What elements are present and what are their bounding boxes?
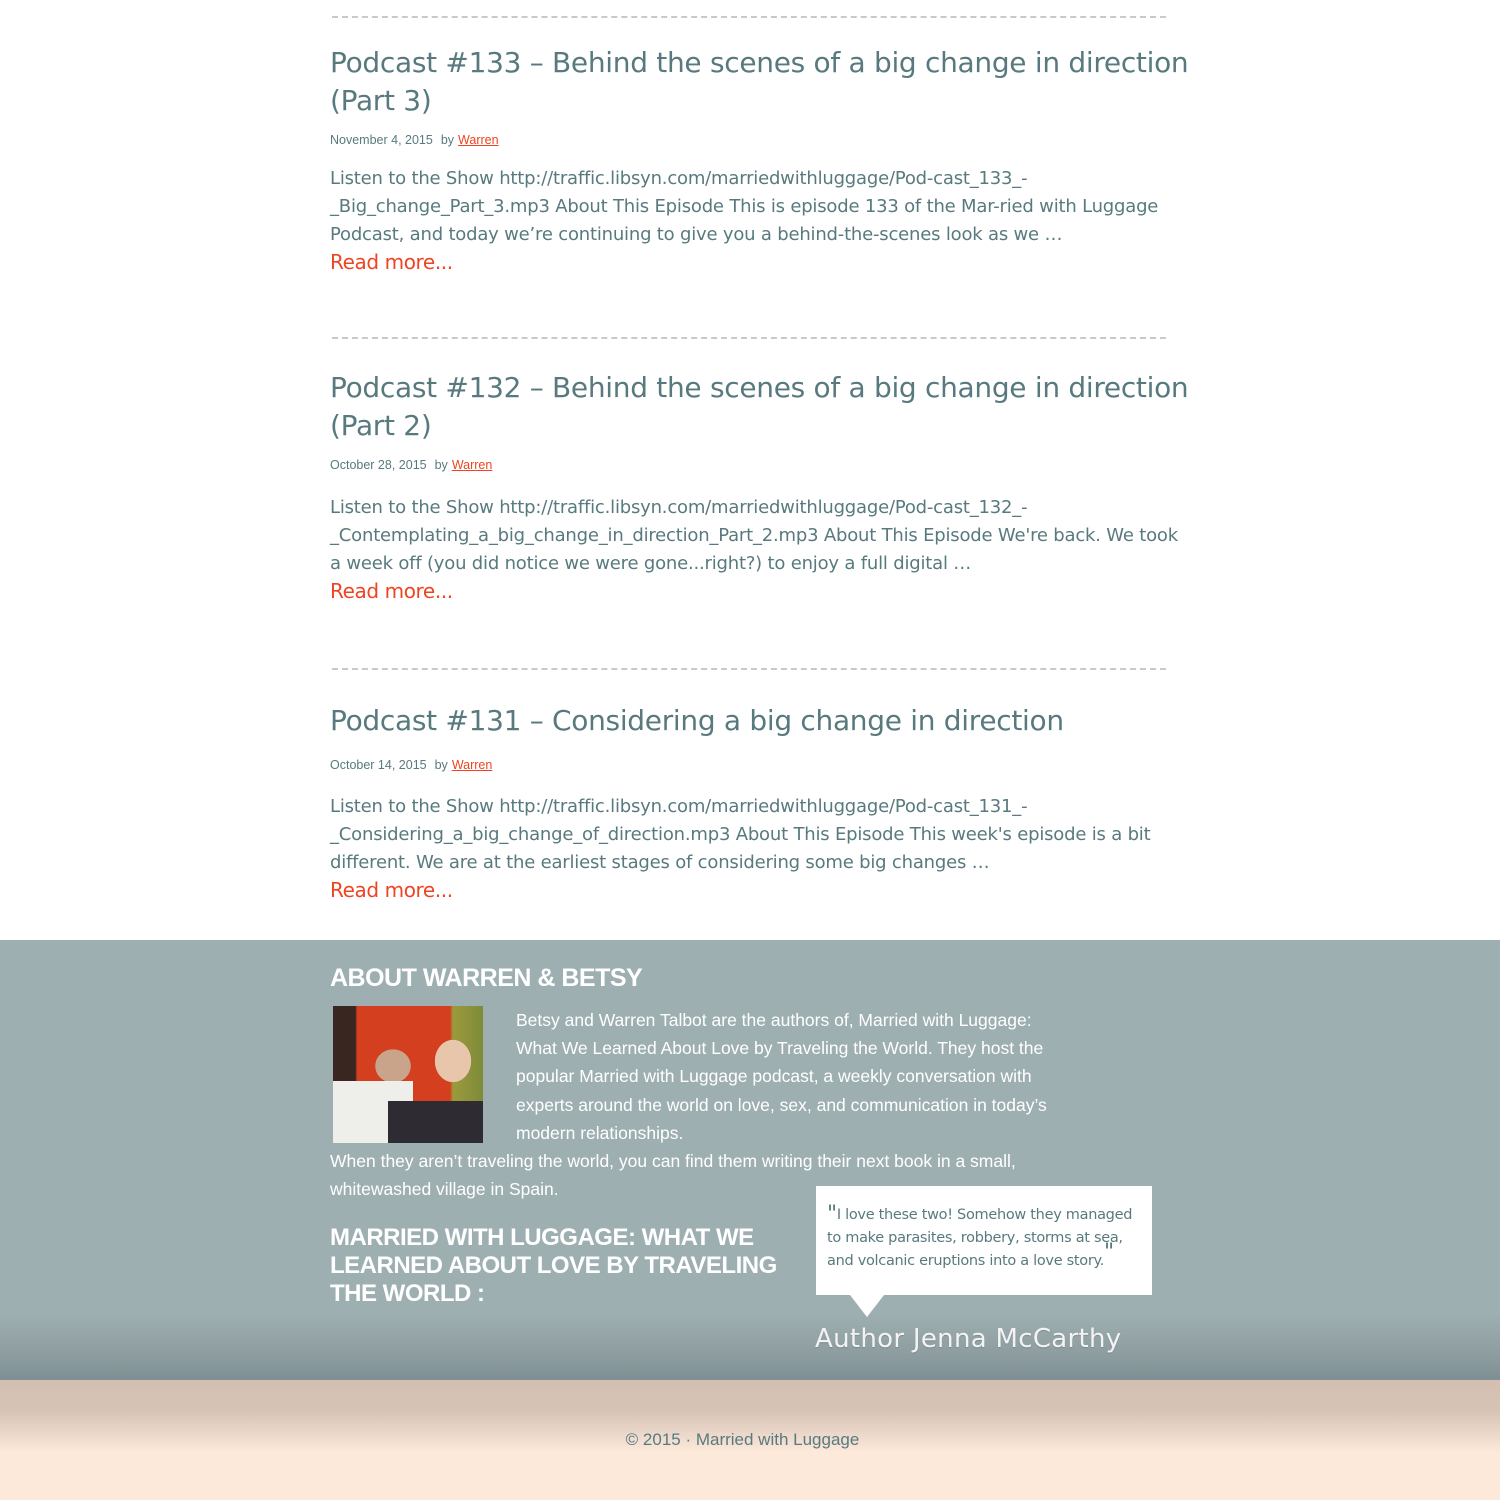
by-label: by [434,458,448,472]
post-excerpt: Listen to the Show http://traffic.libsyn.com/marriedwithluggage/Pod-cast_133_-_Big_change_Part_3.mp3 About This Episode This is episode 133 of the Mar-ried with Luggage Podcast, and today we’re continuing to give you a behind-the-scenes look as we … [330,168,1159,245]
site-footer [0,1380,1500,1500]
post-title[interactable]: Podcast #131 – Considering a big change in direction [330,704,1064,737]
post-title[interactable]: Podcast #132 – Behind the scenes of a big change in direction (Part 2) [330,371,1189,442]
author-link[interactable]: Warren [458,133,499,147]
post-132 [330,369,1190,604]
post-date: November 4, 2015 [330,133,433,147]
by-label: by [440,133,455,147]
post-excerpt: Listen to the Show http://traffic.libsyn.com/marriedwithluggage/Pod-cast_132_-_Contemplating_a_big_change_in_direction_Part_2.mp3 About This Episode We're back. We took a week off (you did notice we were gone...right?) to enjoy a full digital … [330,497,1178,574]
about-heading: ABOUT WARREN & BETSY [330,964,643,992]
testimonial-bubble [816,1186,1152,1295]
post-excerpt: Listen to the Show http://traffic.libsyn.com/marriedwithluggage/Pod-cast_131_-_Considering_a_big_change_of_direction.mp3 About This Episode This week's episode is a bit different. We are at the earliest stages of considering some big changes … [330,796,1151,873]
post-meta [330,755,1190,775]
open-quote-icon: " [827,1202,837,1227]
about-paragraph-2: When they aren’t traveling the world, you can find them writing their next book in a small, whitewashed village in Spain. [330,1151,1016,1200]
read-more-link[interactable]: Read more... [330,250,453,274]
book-heading: MARRIED WITH LUGGAGE: WHAT WE LEARNED ABOUT LOVE BY TRAVELING THE WORLD : [330,1224,777,1307]
about-paragraph: Betsy and Warren Talbot are the authors of, Married with Luggage: What We Learned About Love by Traveling the World. They host the popular Married with Luggage podcast, a weekly conversation with experts around the world on love, sex, and communication in today’s modern relationships. [516,1010,1047,1143]
author-link[interactable]: Warren [451,458,493,472]
post-meta [330,130,1190,150]
post-date: October 28, 2015 [330,458,427,472]
post-date: October 14, 2015 [330,758,427,772]
about-text [330,1006,1060,1203]
author-link[interactable]: Warren [451,758,493,772]
post-separator [332,16,1166,18]
copyright: © 2015 · Married with Luggage [625,1430,860,1449]
by-label: by [434,758,448,772]
testimonial-quote: I love these two! Somehow they managed to make parasites, robbery, storms at sea, and volcanic eruptions into a love story. [827,1207,1133,1269]
post-meta [330,455,1190,475]
post-separator [332,668,1166,670]
close-quote-icon: " [1104,1240,1114,1265]
post-separator [332,337,1166,339]
testimonial-author: Author Jenna McCarthy [815,1324,1122,1354]
post-131 [330,702,1190,903]
read-more-link[interactable]: Read more... [330,579,453,603]
post-title[interactable]: Podcast #133 – Behind the scenes of a big change in direction (Part 3) [330,46,1189,117]
post-133 [330,44,1190,275]
testimonial-text [827,1204,1147,1273]
about-section [0,940,1500,1380]
read-more-link[interactable]: Read more... [330,878,453,902]
